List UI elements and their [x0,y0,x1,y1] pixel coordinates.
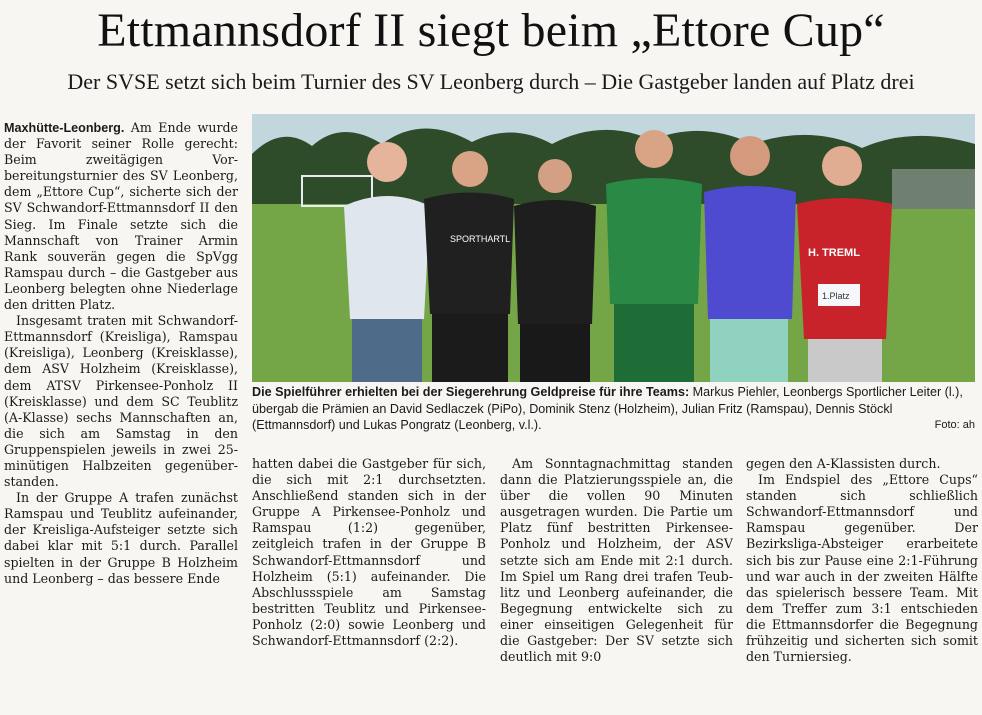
caption-text: Markus Piehler, Leonbergs Sportlicher Leiter (l.), übergab die Prämien an David Sedlaczek (PiPo), Dominik Stenz (Holzheim), Julian Fritz (Ramspau), Dennis Stöckl (Ettmannsdorf) und Lukas Pongratz (Leonberg, v.l.). [252,385,963,433]
article-column-3 [500,456,733,712]
paragraph [4,120,238,313]
subheadline: Der SVSE setzt sich beim Turnier des SV Leonberg durch – Die Gastgeber landen auf Platz drei [67,69,915,94]
dateline: Maxhütte-Leonberg. [4,121,125,135]
caption-lead: Die Spielführer erhielten bei der Siegerehrung Geldpreise für ihre Teams: [252,385,690,399]
paragraph: In der Gruppe A trafen zunächst Ramspau und Teublitz aufeinander, der Kreisliga-Aufsteiger setzte sich dabei klar mit 5:1 durch. Parallel spielten in der Gruppe B Holzheim und Leonberg – das bessere Ende [4,490,238,586]
article-column-2 [252,456,486,712]
article-column-4 [746,456,978,712]
paragraph: Im Endspiel des „Ettore Cups“ standen sich schließlich Schwandorf-Ettmannsdorf und Ramspau gegenüber. Der Bezirksliga-Absteiger erarbeitete sich bis zur Pause eine 2:1-Führung und war auch in der zweiten Hälfte das spielerisch bessere Team. Mit dem Treffer zum 3:1 entschieden die Ettmannsdorfer die Begegnung frühzeitig und sicherten sich somit den Turniersieg. [746,472,978,665]
paragraph: gegen den A-Klassisten durch. [746,456,941,471]
prize-envelope-text: 1.Platz [822,291,850,301]
paragraph: Am Sonntagnachmittag standen dann die Platzierungsspiele an, die über die vollen 90 Minuten ausgetragen wurden. Die Partie um Platz fünf bestritten Pirkensee-Ponholz und Holzheim, der ASV setzte sich am Ende mit 2:1 durch. Im Spiel um Rang drei trafen Teublitz und Leonberg aufeinander, die Begegnung entwickelte sich zu einer einseitigen Gelegenheit für die Gastgeber: Der SV setzte sich deutlich mit 9:0 [500,456,733,665]
photo-illustration [252,114,975,382]
team-captains-photo [252,114,975,382]
article-column-1 [4,120,238,712]
shirt-text-2: H. TREML [808,247,860,259]
paragraph-text: Am Ende wurde der Favorit seiner Rolle gerecht: Beim zweitägigen Vorbereitungsturnier des SV Leonberg, dem „Ettore Cup“, sicherte sich der SV Schwandorf-Ettmannsdorf II den Sieg. Im Finale setzte sich die Mannschaft von Trainer Armin Rank souverän gegen die SpVgg Ramspau durch – die Gastgeber aus Leonberg belegten ohne Niederlage den dritten Platz. [4,120,238,313]
paragraph: hatten dabei die Gastgeber für sich, die sich mit 2:1 durchsetzten. Anschließend standen sich in der Gruppe A Pirkensee-Ponholz und Ramspau (1:2) gegenüber, zeitgleich trafen in der Gruppe B Schwandorf-Ettmannsdorf und Holzheim (5:1) aufeinander. Die Abschlussspiele am Samstag bestritten Teublitz und Pirkensee-Ponholz (2:0) sowie Leonberg und Schwandorf-Ettmannsdorf (2:2). [252,456,486,649]
shirt-text-1: SPORTHARTL [450,234,511,244]
paragraph: Insgesamt traten mit Schwandorf-Ettmannsdorf (Kreisliga), Ramspau (Kreisliga), Leonberg (Kreisklasse), dem ASV Holzheim (Kreisklasse), dem ATSV Pirkensee-Ponholz II (Kreisklasse) und dem SC Teublitz (A-Klasse) sechs Mannschaften an, die sich am Samstag in den Gruppenspielen jeweils in zwei 25-minütigen Halbzeiten gegenüberstanden. [4,313,238,490]
headline: Ettmannsdorf II siegt beim „Ettore Cup“ [97,4,885,57]
photo-credit: Foto: ah [934,419,975,432]
photo-caption [252,384,975,434]
